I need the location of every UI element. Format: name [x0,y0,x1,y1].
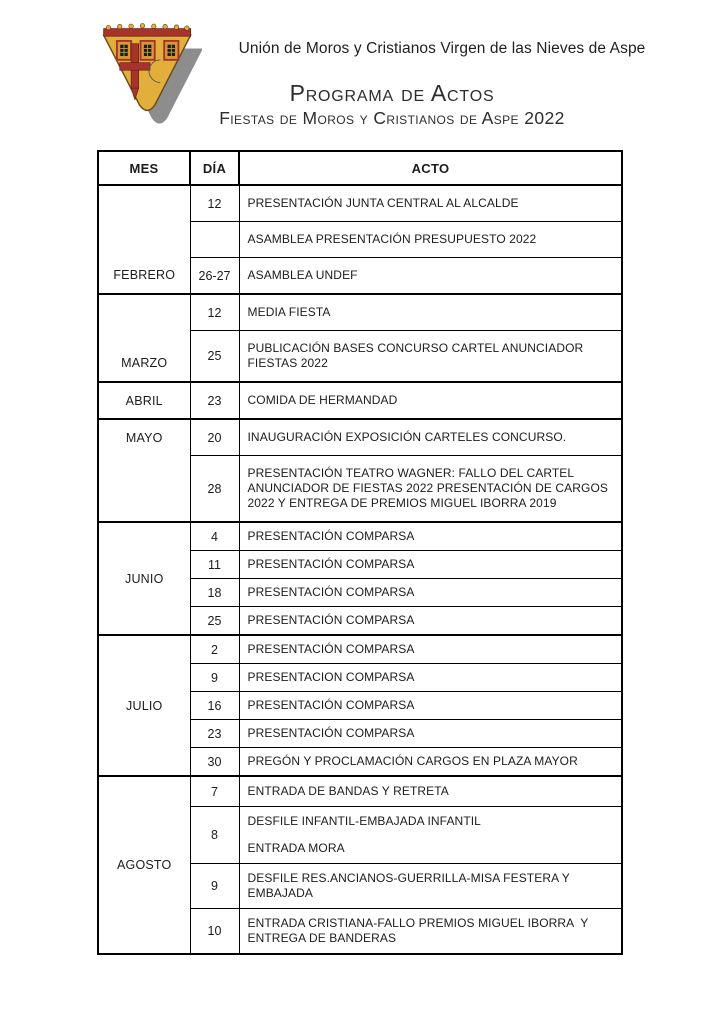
act-text: PRESENTACIÓN JUNTA CENTRAL AL ALCALDE [247,196,519,210]
month-cell: FEBRERO [98,185,190,294]
act-cell [239,331,622,383]
day-cell: 30 [190,748,239,777]
day-cell: 9 [190,864,239,909]
table-row [98,635,622,664]
crest-towers [117,41,178,60]
act-text: ENTRADA MORA [247,841,345,855]
day-cell: 10 [190,909,239,955]
day-cell: 9 [190,664,239,692]
table-row [98,522,622,551]
day-cell: 25 [190,331,239,383]
program-table [97,150,623,955]
act-cell [239,456,622,523]
month-cell: MARZO [98,294,190,382]
act-text: PRESENTACIÓN COMPARSA [247,585,415,599]
table-row [98,419,622,456]
act-text: MEDIA FIESTA [247,305,331,319]
program-table-body [98,185,622,954]
month-cell: AGOSTO [98,776,190,954]
day-cell: 25 [190,607,239,636]
act-cell [239,864,622,909]
act-cell [239,720,622,748]
act-cell [239,607,622,636]
day-cell: 8 [190,807,239,864]
day-cell: 12 [190,294,239,331]
month-cell: JUNIO [98,522,190,635]
act-text: PRESENTACIÓN COMPARSA [247,529,415,543]
day-cell: 11 [190,551,239,579]
month-cell: JULIO [98,635,190,776]
page-subtitle: Fiestas de Moros y Cristianos de Aspe 2022 [219,108,565,128]
act-text: INAUGURACIÓN EXPOSICIÓN CARTELES CONCURSO. [247,430,567,444]
act-text: ENTRADA CRISTIANA-FALLO PREMIOS MIGUEL IBORRA Y ENTREGA DE BANDERAS [247,916,592,945]
table-row [98,382,622,419]
act-text: COMIDA DE HERMANDAD [247,393,398,407]
act-cell [239,185,622,222]
act-cell [239,522,622,551]
act-text: DESFILE INFANTIL-EMBAJADA INFANTIL [247,814,481,828]
act-text: ENTRADA DE BANDAS Y RETRETA [247,784,449,798]
act-cell [239,382,622,419]
table-row [98,185,622,222]
month-cell: ABRIL [98,382,190,419]
day-cell: 7 [190,776,239,807]
act-cell [239,692,622,720]
table-row [98,776,622,807]
act-cell [239,664,622,692]
act-cell [239,748,622,777]
act-text: PUBLICACIÓN BASES CONCURSO CARTEL ANUNCIADOR FIESTAS 2022 [247,341,587,370]
day-cell: 28 [190,456,239,523]
act-cell [239,294,622,331]
day-cell: 23 [190,382,239,419]
act-text: PRESENTACIÓN COMPARSA [247,613,415,627]
act-cell [239,807,622,864]
day-cell: 16 [190,692,239,720]
day-cell: 20 [190,419,239,456]
table-header-row [98,151,622,185]
header-cell-mes: MES [98,151,190,185]
crest-crown [104,24,191,37]
act-text: PREGÓN Y PROCLAMACIÓN CARGOS EN PLAZA MAYOR [247,754,578,768]
header-cell-dia: DÍA [190,151,239,185]
organization-name: Unión de Moros y Cristianos Virgen de las Nieves de Aspe [238,40,646,57]
day-cell: 4 [190,522,239,551]
month-cell: MAYO [98,419,190,522]
header-cell-acto: ACTO [239,151,622,185]
act-text: DESFILE RES.ANCIANOS-GUERRILLA-MISA FESTERA Y EMBAJADA [247,871,574,900]
act-cell [239,635,622,664]
act-text: ASAMBLEA UNDEF [247,268,358,282]
table-row [98,294,622,331]
act-text: PRESENTACIÓN COMPARSA [247,726,415,740]
day-cell: 2 [190,635,239,664]
day-cell: 26-27 [190,258,239,295]
act-cell [239,909,622,955]
act-cell [239,258,622,295]
act-text: PRESENTACION COMPARSA [247,670,415,684]
act-cell [239,222,622,258]
day-cell [190,222,239,258]
day-cell: 18 [190,579,239,607]
act-cell [239,551,622,579]
act-text: PRESENTACIÓN COMPARSA [247,698,415,712]
act-cell [239,776,622,807]
act-text: PRESENTACIÓN TEATRO WAGNER: FALLO DEL CARTEL ANUNCIADOR DE FIESTAS 2022 PRESENTACIÓN DE CARGOS 2022 Y ENTREGA DE PREMIOS MIGUEL IBORRA 2019 [247,466,612,510]
act-text: ASAMBLEA PRESENTACIÓN PRESUPUESTO 2022 [247,232,537,246]
act-text: PRESENTACIÓN COMPARSA [247,557,415,571]
day-cell: 12 [190,185,239,222]
act-text: PRESENTACIÓN COMPARSA [247,642,415,656]
day-cell: 23 [190,720,239,748]
act-cell [239,579,622,607]
page-title: Programa de Actos [289,80,495,106]
act-cell [239,419,622,456]
